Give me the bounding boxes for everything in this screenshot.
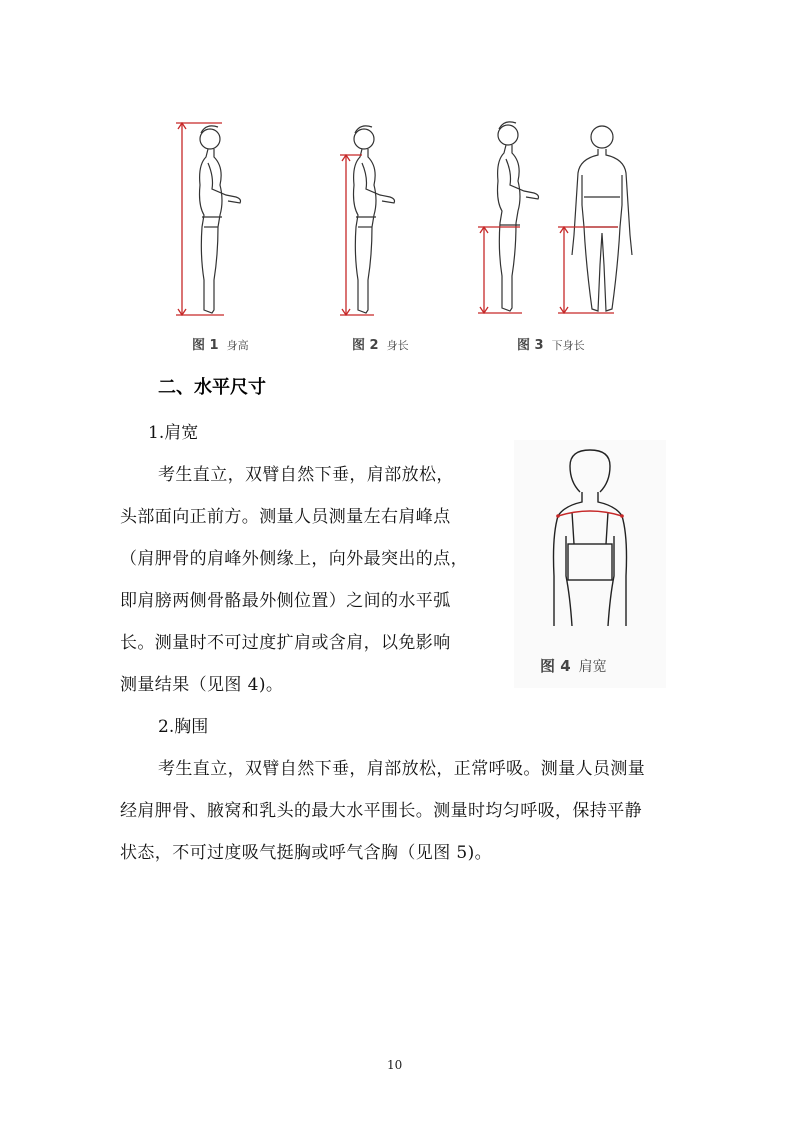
paragraph-line: 测量结果（见图 4)。 [120, 675, 284, 695]
paragraph-line: 考生直立，双臂自然下垂，肩部放松， [158, 465, 454, 485]
subsection-title-shoulder: 1.肩宽 [148, 423, 199, 443]
paragraph-line: 即肩膀两侧骨骼最外侧位置）之间的水平弧 [120, 591, 451, 611]
paragraph-line: （肩胛骨的肩峰外侧缘上，向外最突出的点， [120, 549, 468, 569]
figure-shoulder-width [520, 446, 660, 636]
figure-caption-3 [517, 334, 585, 353]
figure-height [168, 115, 258, 325]
figure-caption-4 [540, 655, 607, 676]
shoulder-measure-arc [558, 511, 622, 516]
figure-caption-2 [352, 334, 409, 353]
section-heading: 二、水平尺寸 [158, 377, 266, 398]
paragraph-line: 状态，不可过度吸气挺胸或呼气含胸（见图 5)。 [120, 843, 493, 863]
paragraph-line: 头部面向正前方。测量人员测量左右肩峰点 [120, 507, 451, 527]
figure-lower-body-length [468, 115, 668, 325]
figure-label: 肩宽 [578, 659, 607, 675]
figure-number: 图 2 [352, 338, 379, 353]
paragraph-line: 考生直立，双臂自然下垂，肩部放松，正常呼吸。测量人员测量 [158, 759, 646, 779]
figure-label: 身高 [226, 339, 249, 352]
standing-figure-side [498, 122, 539, 311]
figure-number: 图 1 [192, 338, 219, 353]
height-measure-line [176, 123, 224, 315]
figure-body-length [322, 115, 412, 325]
standing-figure-side [200, 126, 241, 313]
paragraph-line: 长。测量时不可过度扩肩或含肩，以免影响 [120, 633, 451, 653]
page-number: 10 [387, 1058, 403, 1072]
standing-figure-side [354, 126, 395, 313]
shoulder-point-right [620, 514, 624, 518]
shoulder-point-left [556, 514, 560, 518]
figure-caption-1 [192, 334, 249, 353]
back-view-figure [554, 450, 627, 626]
figure-number: 图 4 [540, 657, 571, 675]
paragraph-line: 经肩胛骨、腋窝和乳头的最大水平围长。测量时均匀呼吸，保持平静 [120, 801, 642, 821]
figure-label: 下身长 [551, 339, 585, 352]
length-measure-line [340, 155, 374, 315]
figure-number: 图 3 [517, 338, 544, 353]
standing-figure-back [572, 126, 632, 311]
figure-label: 身长 [386, 339, 409, 352]
subsection-title-chest: 2.胸围 [158, 717, 209, 737]
